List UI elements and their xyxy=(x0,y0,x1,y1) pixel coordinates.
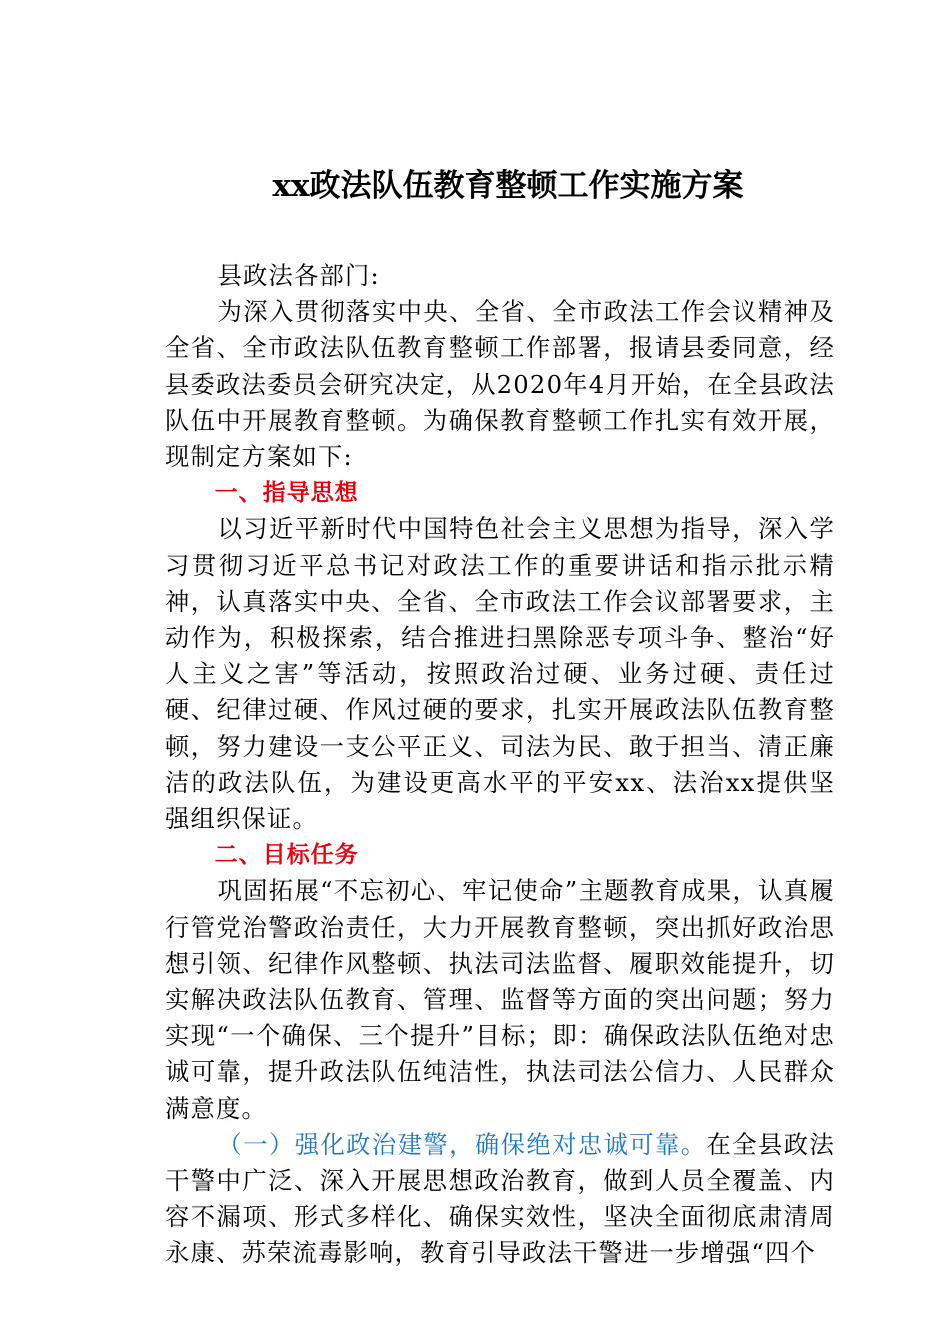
intro-paragraph: 为深入贯彻落实中央、全省、全市政法工作会议精神及全省、全市政法队伍教育整顿工作部署，报请县委同意，经县委政法委员会研究决定，从2020年4月开始，在全县政法队伍中开展教育整顿。为确保教育整顿工作扎实有效开展，现制定方案如下: xyxy=(165,297,835,472)
goals-tasks-paragraph: 巩固拓展“不忘初心、牢记使命”主题教育成果，认真履行管党治警政治责任，大力开展教育整顿，突出抓好政治思想引领、纪律作风整顿、执法司法监督、履职效能提升，切实解决政法队伍教育、管理、监督等方面的突出问题；努力实现“一个确保、三个提升”目标；即：确保政法队伍绝对忠诚可靠，提升政法队伍纯洁性，执法司法公信力、人民群众满意度。 xyxy=(165,876,835,1123)
document-title: xx政法队伍教育整顿工作实施方案 xyxy=(272,168,744,204)
subsection-heading: （一）强化政治建警，确保绝对忠诚可靠。 xyxy=(217,1129,707,1159)
document-body xyxy=(165,258,835,1272)
salutation: 县政法各部门: xyxy=(217,261,380,290)
section-heading-goals-tasks: 二、目标任务 xyxy=(214,842,359,869)
subsection-text: 在全县政法干警中广泛、深入开展思想政治教育，做到人员全覆盖、内容不漏项、形式多样化、确保实效性，坚决全面彻底肃清周永康、苏荣流毒影响，教育引导政法干警进一步增强“四个 xyxy=(165,1129,835,1268)
section-heading-guiding-ideology: 一、指导思想 xyxy=(214,480,359,507)
guiding-ideology-paragraph: 以习近平新时代中国特色社会主义思想为指导，深入学习贯彻习近平总书记对政法工作的重要讲话和指示批示精神，认真落实中央、全省、全市政法工作会议部署要求，主动作为，积极探索，结合推进扫黑除恶专项斗争、整治“好人主义之害”等活动，按照政治过硬、业务过硬、责任过硬、纪律过硬、作风过硬的要求，扎实开展政法队伍教育整顿，努力建设一支公平正义、司法为民、敢于担当、清正廉洁的政法队伍，为建设更高水平的平安xx、法治xx提供坚强组织保证。 xyxy=(165,514,835,834)
subsection-paragraph xyxy=(165,1127,835,1272)
